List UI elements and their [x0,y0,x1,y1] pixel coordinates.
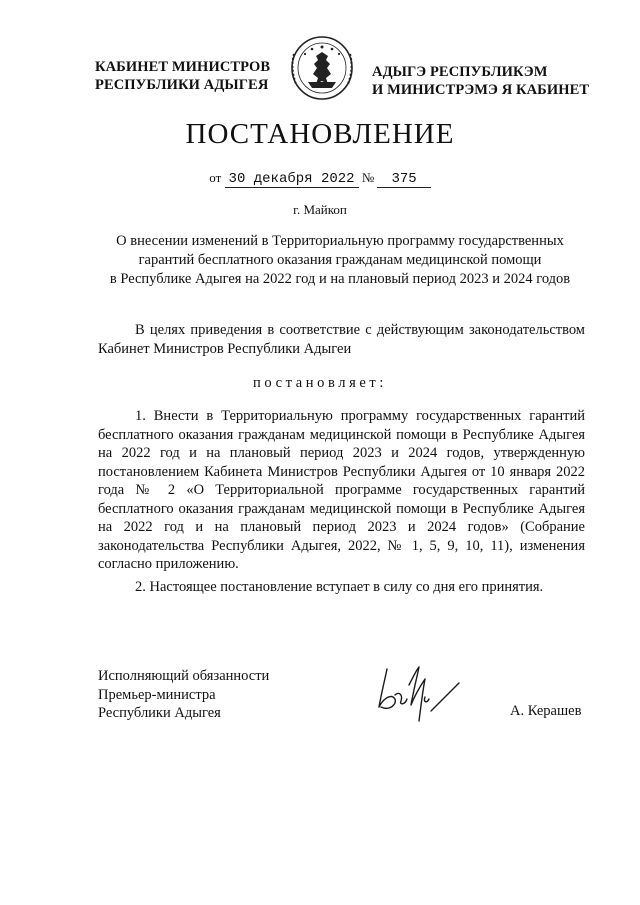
signatory-title-line1: Исполняющий обязанности [98,668,270,684]
org-left-line2: РЕСПУБЛИКИ АДЫГЕЯ [95,77,269,93]
subject-line2: гарантий бесплатного оказания гражданам медицинской помощи [138,252,542,268]
adygea-coat-of-arms-icon [282,34,362,102]
item-1-paragraph [98,407,585,574]
document-type-title: ПОСТАНОВЛЕНИЕ [185,118,455,150]
handwritten-signature [365,655,475,725]
organization-name-adyghe [372,63,592,99]
organization-name-russian [95,58,275,94]
document-subject [70,232,610,289]
item-2-paragraph [98,578,585,597]
city-label: г. Майкоп [293,202,347,217]
org-right-line2: И МИНИСТРЭМЭ Я КАБИНЕТ [372,82,590,98]
item-2-text: 2. Настоящее постановление вступает в силу со дня его принятия. [135,579,544,595]
signatory-name: А. Керашев [510,703,582,719]
org-right-line1: АДЫГЭ РЕСПУБЛИКЭМ [372,64,548,80]
subject-line1: О внесении изменений в Территориальную программу государственных [116,233,564,249]
preamble-paragraph [98,321,585,358]
signatory-title-line3: Республики Адыгея [98,705,221,721]
document-number: 375 [377,171,430,188]
org-left-line1: КАБИНЕТ МИНИСТРОВ [95,59,271,75]
resolves-heading: постановляет: [253,375,387,391]
signatory-title-line2: Премьер-министра [98,686,216,703]
signatory-title [98,667,269,723]
number-prefix: № [361,170,375,185]
document-date: 30 декабря 2022 [225,171,359,188]
subject-line3: в Республике Адыгея на 2022 год и на плановый период 2023 и 2024 годов [109,271,571,287]
date-prefix: от [209,170,222,185]
item-1-text: 1. Внести в Территориальную программу государственных гарантий бесплатного оказания гражданам медицинской помощи в Республике Адыгея на 2022 год и на плановый период 2023 и 2024 годов, утвержденную постановлением Кабинета Министров Республики Адыгея от 10 января 2022 года № 2 «О Территориальной программе государственных гарантий бесплатного оказания гражданам медицинской помощи в Республике Адыгея на 2022 год и на плановый период 2023 и 2024 годов» (Собрание законодательства Республики Адыгея, 2022, № 1, 5, 9, 10, 11), изменения согласно приложению. [98,408,585,572]
preamble-text: В целях приведения в соответствие с действующим законодательством Кабинет Министров Республики Адыгеи [98,322,585,357]
date-number-line [0,170,640,187]
